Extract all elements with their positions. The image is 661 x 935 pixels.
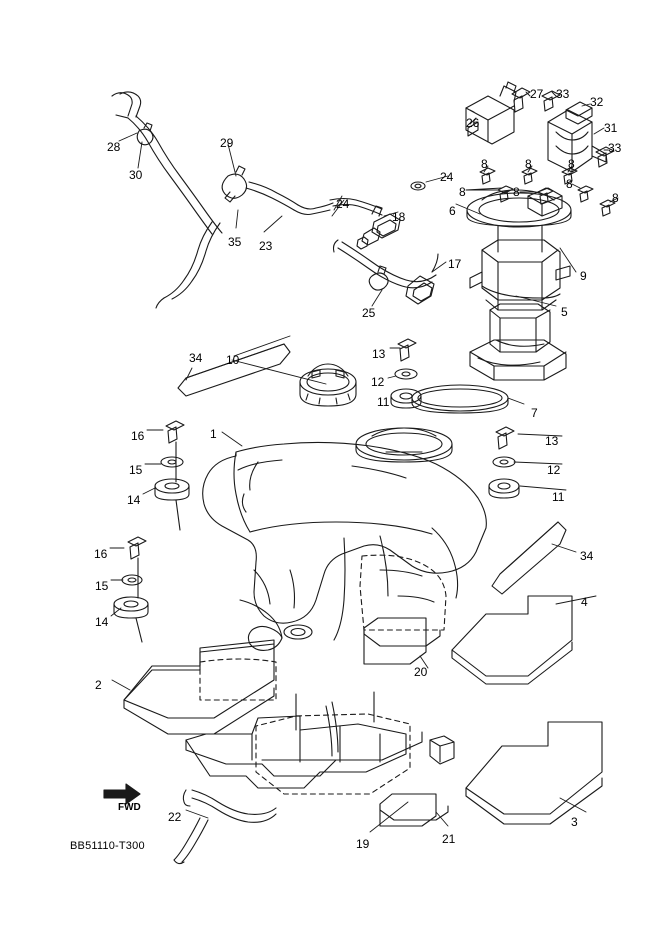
callout-23: 23: [259, 239, 273, 253]
pad-4: [452, 596, 572, 684]
pad-3: [466, 722, 602, 824]
callout-13-b: 13: [545, 434, 559, 448]
fwd-direction-label: FWD: [118, 802, 141, 813]
fwd-arrow: [104, 784, 140, 804]
hardware-stack-left: [391, 339, 421, 408]
callout-26: 26: [466, 116, 480, 130]
callout-22: 22: [168, 810, 182, 824]
callout-30: 30: [129, 168, 143, 182]
hardware-stack-right: [489, 427, 519, 498]
seal-strip-34-right: [492, 522, 566, 594]
callout-35: 35: [228, 235, 242, 249]
callout-4: 4: [581, 595, 588, 609]
leader-lines: [110, 92, 618, 832]
callout-28: 28: [107, 140, 121, 154]
callout-34-b: 34: [580, 549, 594, 563]
pad-20: [364, 618, 440, 664]
callout-18: 18: [392, 210, 406, 224]
figure-part-code: BB51110-T300: [70, 840, 145, 852]
heat-shield-19: [186, 702, 454, 788]
callout-12-a: 12: [371, 375, 385, 389]
callout-20: 20: [414, 665, 428, 679]
washer-24: [411, 182, 425, 190]
damper-lower: [114, 537, 148, 642]
fuel-cap-10: [300, 364, 356, 406]
callout-27: 27: [530, 87, 544, 101]
fuel-pump-assembly: [467, 185, 571, 380]
callout-33-a: 33: [556, 87, 570, 101]
callout-8-c: 8: [568, 157, 575, 171]
callout-1: 1: [210, 427, 217, 441]
callout-24-b: 24: [440, 170, 454, 184]
callout-15-a: 15: [129, 463, 143, 477]
callout-6: 6: [449, 204, 456, 218]
callout-9: 9: [580, 269, 587, 283]
callout-8-a: 8: [481, 157, 488, 171]
callout-7: 7: [531, 406, 538, 420]
callout-16-b: 16: [94, 547, 108, 561]
callout-8-d: 8: [459, 185, 466, 199]
clamp-32: [566, 102, 592, 124]
callout-8-e: 8: [513, 185, 520, 199]
solenoid-26: [466, 82, 516, 144]
fuel-hose-17: [334, 240, 439, 304]
callout-10: 10: [226, 353, 240, 367]
tank-pump-opening: [356, 428, 452, 462]
callout-19: 19: [356, 837, 370, 851]
callout-14-b: 14: [95, 615, 109, 629]
callout-14-a: 14: [127, 493, 141, 507]
bracket-31: [548, 110, 606, 172]
callout-8-g: 8: [612, 191, 619, 205]
callout-33-b: 33: [608, 141, 622, 155]
pad-2: [124, 640, 274, 734]
callout-29: 29: [220, 136, 234, 150]
callout-3: 3: [571, 815, 578, 829]
callout-31: 31: [604, 121, 618, 135]
callout-17: 17: [448, 257, 462, 271]
callout-32: 32: [590, 95, 604, 109]
callout-13-a: 13: [372, 347, 386, 361]
callout-8-b: 8: [525, 157, 532, 171]
callout-24-a: 24: [336, 197, 350, 211]
drain-hose-22: [174, 790, 276, 864]
callout-25: 25: [362, 306, 376, 320]
gasket-ring-7: [412, 385, 508, 413]
callout-16-a: 16: [131, 429, 145, 443]
callout-11-a: 11: [377, 395, 390, 409]
callout-34-a: 34: [189, 351, 203, 365]
callout-15-b: 15: [95, 579, 109, 593]
callout-2: 2: [95, 678, 102, 692]
callout-12-b: 12: [547, 463, 561, 477]
callout-21: 21: [442, 832, 456, 846]
callout-11-b: 11: [552, 490, 565, 504]
callout-8-f: 8: [566, 177, 573, 191]
pad-21: [380, 794, 448, 826]
callout-5: 5: [561, 305, 568, 319]
damper-upper: [155, 421, 189, 530]
fuel-tank-1: [203, 442, 487, 650]
